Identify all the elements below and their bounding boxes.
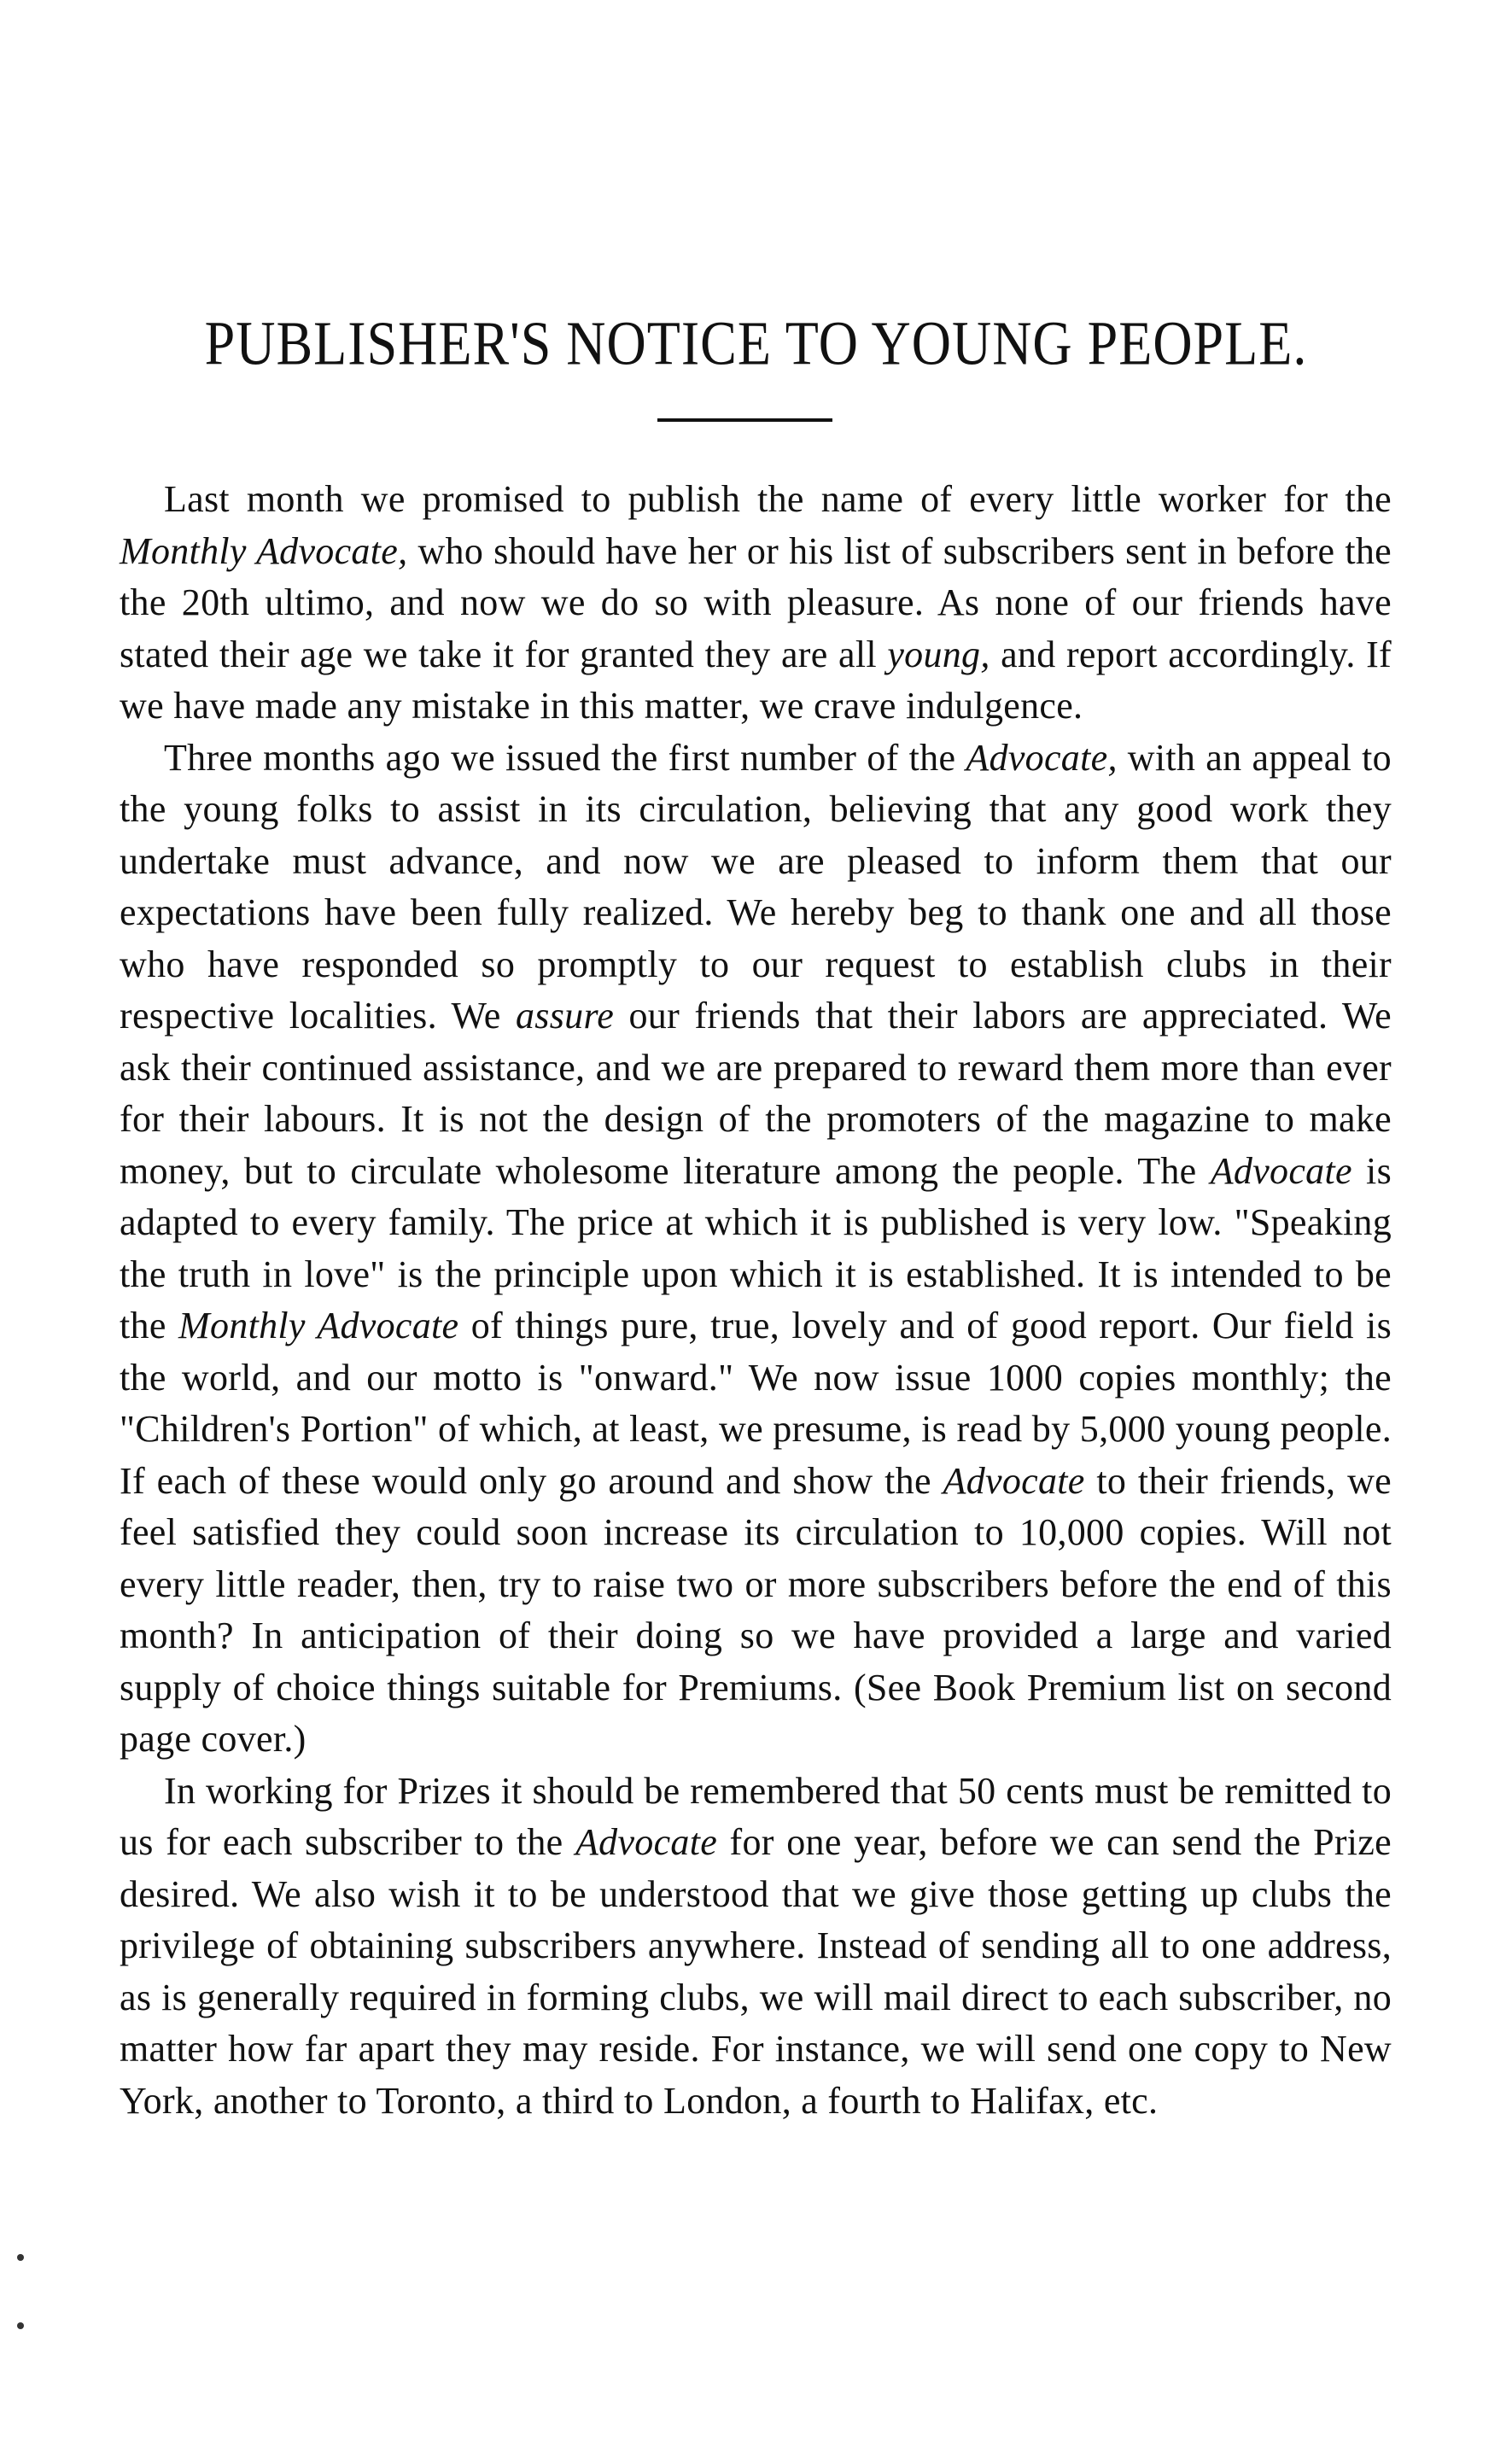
margin-mark [17, 2254, 24, 2261]
paragraph-3 [120, 1766, 1392, 2128]
text-run: Last month we promised to publish the name of every little worker for the [164, 478, 1392, 520]
italic-text-run: Monthly Advocate [178, 1305, 459, 1346]
title-divider [657, 418, 832, 422]
text-run: our friends that their labors are appreciated. We ask their continued assistance, and we are prepared to reward them more than ever for their labours. It is not the design of the promoters of the magazine to make money, but to circulate wholesome literature among the people. The [120, 995, 1392, 1192]
paragraph-2 [120, 733, 1392, 1766]
text-run: to their friends, we feel satisfied they could soon increase its circulation to 10,000 copies. Will not every little reader, then, try to raise two or more subscribers before the end of this month? In anticipation of their doing so we have provided a large and varied supply of choice things suitable for Premiums. (See Book Premium list on second page cover.) [120, 1459, 1392, 1760]
italic-text-run: Advocate [575, 1821, 718, 1863]
italic-text-run: Advocate, [966, 736, 1118, 779]
italic-text-run: Advocate [1210, 1149, 1352, 1192]
text-run: In working for Prizes it should be remembered that 50 cents must be remitted to us for each subscriber to the [120, 1769, 1392, 1863]
italic-text-run: Monthly Advocate, [120, 529, 408, 572]
italic-text-run: assure [516, 995, 615, 1037]
margin-mark [17, 2322, 24, 2329]
text-run: who should have her or his list of subscribers sent in before the the 20th ultimo, and now we do so with pleasure. As none of our friends have stated their age we take it for granted they are all [120, 529, 1392, 675]
italic-text-run: Advocate [943, 1459, 1085, 1502]
text-run: Three months ago we issued the first number of the [164, 736, 966, 779]
italic-text-run: young, [887, 633, 990, 675]
text-run: of things pure, true, lovely and of good report. Our field is the world, and our motto is "onward." We now issue 1000 copies monthly; the "Children's Portion" of which, at least, we presume, is read by 5,000 young people. If each of these would only go around and show the [120, 1305, 1392, 1502]
text-run: is adapted to every family. The price at which it is published is very low. "Speaking the truth in love" is the principle upon which it is established. It is intended to be the [120, 1149, 1392, 1346]
paragraph-1 [120, 474, 1392, 733]
notice-body [120, 474, 1392, 2127]
text-run: for one year, before we can send the Prize desired. We also wish it to be understood that we give those getting up clubs the privilege of obtaining subscribers anywhere. Instead of sending all to one address, as is generally required in forming clubs, we will mail direct to each subscriber, no matter how far apart they may reside. For instance, we will send one copy to New York, another to Toronto, a third to London, a fourth to Halifax, etc. [120, 1821, 1392, 2122]
text-run: and report accordingly. If we have made any mistake in this matter, we crave indulgence. [120, 633, 1392, 727]
text-run: with an appeal to the young folks to assist in its circulation, believing that any good work they undertake must advance, and now we are pleased to inform them that our expectations have been fully realized. We hereby beg to thank one and all those who have responded so promptly to our request to establish clubs in their respective localities. We [120, 736, 1392, 1037]
page-title: PUBLISHER'S NOTICE TO YOUNG PEOPLE. [204, 308, 1308, 378]
